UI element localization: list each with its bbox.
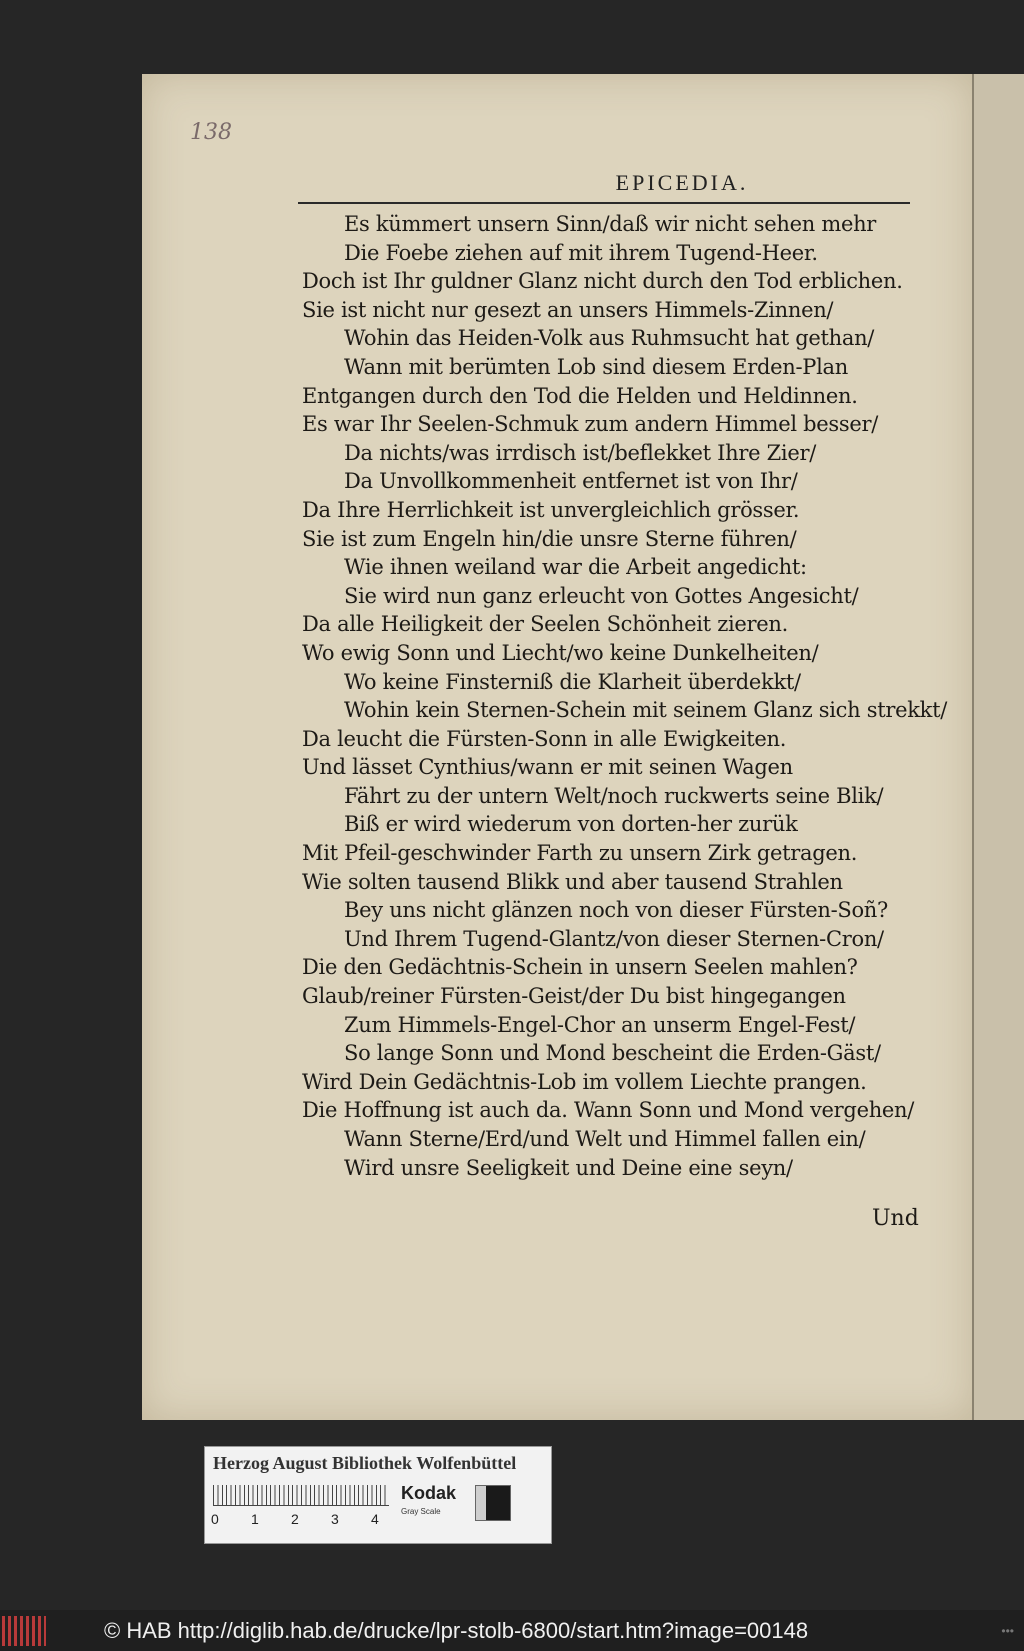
verse-line: Sie ist zum Engeln hin/die unsre Sterne führen/: [302, 526, 797, 551]
verse-text: [302, 210, 952, 1182]
verse-line: Sie wird nun ganz erleucht von Gottes Angesicht/: [344, 583, 859, 608]
verse-line: Fährt zu der untern Welt/noch ruckwerts seine Blik/: [344, 783, 884, 808]
verse-line: Wo ewig Sonn und Liecht/wo keine Dunkelheiten/: [302, 640, 819, 665]
kodak-brand: Kodak: [401, 1483, 457, 1503]
library-name: Herzog August Bibliothek Wolfenbüttel: [213, 1453, 517, 1473]
ruler-label: 3: [331, 1511, 339, 1527]
verse-line: Sie ist nicht nur gesezt an unsers Himmels-Zinnen/: [302, 297, 834, 322]
verse-line: Doch ist Ihr guldner Glanz nicht durch den Tod erblichen.: [302, 269, 903, 294]
verse-line: Da leucht die Fürsten-Sonn in alle Ewigkeiten.: [302, 726, 787, 751]
running-head: EPICEDIA.: [615, 170, 749, 195]
verse-line: Entgangen durch den Tod die Helden und Heldinnen.: [302, 383, 858, 408]
adjacent-page-edge: [972, 74, 1024, 1420]
verse-line: Und Ihrem Tugend-Glantz/von dieser Sternen-Cron/: [344, 926, 884, 951]
verse-line: Glaub/reiner Fürsten-Geist/der Du bist hingegangen: [302, 984, 846, 1009]
verse-line: Wie solten tausend Blikk und aber tausend Strahlen: [302, 869, 843, 894]
verse-line: Bey uns nicht glänzen noch von dieser Fürsten-Soñ?: [344, 898, 888, 923]
ruler-label: 4: [371, 1511, 379, 1527]
ruler-label: 0: [211, 1511, 219, 1527]
verse-line: Wann mit berümten Lob sind diesem Erden-Plan: [344, 354, 848, 379]
verse-line: Biß er wird wiederum von dorten-her zurük: [344, 812, 798, 837]
verse-line: Und lässet Cynthius/wann er mit seinen Wagen: [302, 755, 793, 780]
verse-line: Wann Sterne/Erd/und Welt und Himmel fallen ein/: [344, 1127, 866, 1151]
verse-line: Da Unvollkommenheit entfernet ist von Ihr/: [344, 469, 798, 494]
gray-patch: [475, 1485, 511, 1521]
verse-line: So lange Sonn und Mond bescheint die Erden-Gäst/: [344, 1041, 881, 1066]
verse-line: Zum Himmels-Engel-Chor an unserm Engel-Fest/: [344, 1012, 856, 1037]
verse-line: Wo keine Finsterniß die Klarheit überdekkt/: [344, 669, 801, 694]
verse-line: Mit Pfeil-geschwinder Farth zu unsern Zirk getragen.: [302, 841, 858, 866]
more-dots-icon: •••: [1001, 1624, 1014, 1638]
verse-line: Wird Dein Gedächtnis-Lob im vollem Liechte prangen.: [302, 1069, 867, 1094]
verse-line: Da alle Heiligkeit der Seelen Schönheit zieren.: [302, 612, 788, 637]
gray-scale-label: Gray Scale: [401, 1507, 441, 1516]
verse-line: Die Hoffnung ist auch da. Wann Sonn und Mond vergehen/: [302, 1098, 915, 1123]
ruler-label: 2: [291, 1511, 299, 1527]
hab-logo-icon: [2, 1616, 46, 1646]
ruler-label: 1: [251, 1511, 259, 1527]
verse-line: Es kümmert unsern Sinn/daß wir nicht sehen mehr: [344, 212, 877, 236]
verse-line: Die den Gedächtnis-Schein in unsern Seelen mahlen?: [302, 955, 858, 980]
verse-line: Die Foebe ziehen auf mit ihrem Tugend-Heer.: [344, 240, 818, 265]
verse-line: Es war Ihr Seelen-Schmuk zum andern Himmel besser/: [302, 412, 879, 437]
catchword: Und: [872, 1206, 919, 1231]
verse-line: Wird unsre Seeligkeit und Deine eine seyn/: [344, 1155, 793, 1180]
footer-url[interactable]: © HAB http://diglib.hab.de/drucke/lpr-stolb-6800/start.htm?image=00148: [104, 1618, 809, 1643]
footer-bar: [0, 1610, 1024, 1651]
verse-line: Da Ihre Herrlichkeit ist unvergleichlich grösser.: [302, 497, 800, 522]
ruler-labels: [211, 1511, 411, 1527]
verse-line: Wohin kein Sternen-Schein mit seinem Glanz sich strekkt/: [344, 698, 947, 723]
color-calibration-card: [204, 1446, 552, 1544]
book-page: [142, 74, 972, 1420]
verse-line: Da nichts/was irrdisch ist/beflekket Ihre Zier/: [344, 440, 816, 465]
verse-line: Wohin das Heiden-Volk aus Ruhmsucht hat gethan/: [344, 326, 875, 351]
scale-ruler: [213, 1485, 389, 1506]
header-rule: [298, 202, 910, 204]
page-number: 138: [190, 120, 232, 145]
verse-line: Wie ihnen weiland war die Arbeit angedicht:: [344, 555, 807, 580]
